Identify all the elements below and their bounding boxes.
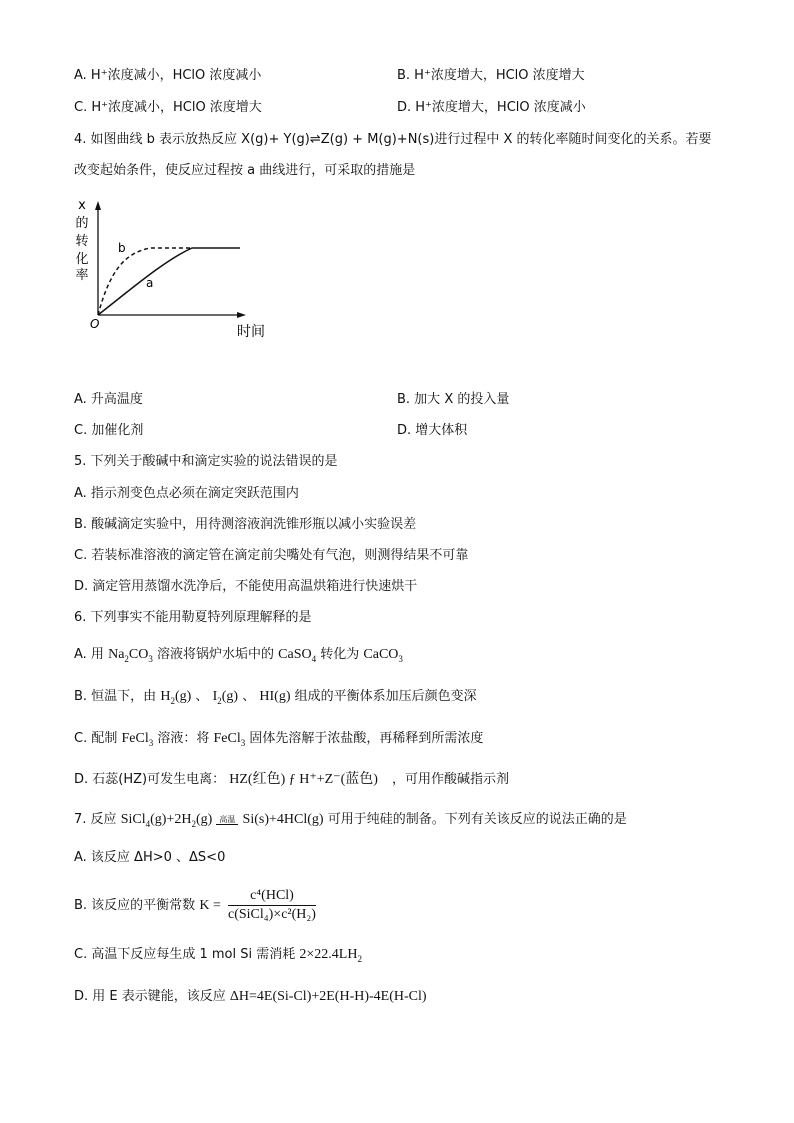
q3-option-d: D. H⁺浓度增大，HClO 浓度减小 [397,100,586,115]
q7-d-prefix: D. 用 E 表示键能，该反应 [74,989,226,1004]
q6-a-mid: 溶液将锅炉水垢中的 [157,647,275,662]
reaction-products: Si(s)+4HCl(g) [242,812,324,827]
q6-a-mid2: 转化为 [320,647,360,662]
q5-option-c: C. 若装标准溶液的滴定管在滴定前尖嘴处有气泡，则测得结果不可靠 [74,548,469,563]
q6-a-prefix: A. 用 [74,647,104,662]
fraction-numerator: c⁴(HCl) [228,888,316,906]
q4-option-c: C. 加催化剂 [74,423,144,438]
q7-option-a: A. 该反应 ΔH>0 、ΔS<0 [74,850,226,865]
curve-a-label: a [146,276,154,290]
q7-c-prefix: C. 高温下反应每生成 1 mol Si 需消耗 [74,947,296,962]
formula-fecl3: FeCl$_3$ [213,731,246,748]
formula-caso4: CaSO$_4$ [278,647,317,664]
q7-option-b [74,886,316,926]
y-label-char: 转 [75,234,89,249]
q5-option-d: D. 滴定管用蒸馏水洗净后，不能使用高温烘箱进行快速烘干 [74,579,418,594]
x-axis-label: 时间 [237,324,265,340]
x-axis-arrow [237,312,246,318]
q6-stem: 6. 下列事实不能用勒夏特列原理解释的是 [74,610,312,625]
q6-option-a [74,646,403,668]
q6-c-post: 固体先溶解于浓盐酸，再稀释到所需浓度 [249,731,484,746]
q5-option-a: A. 指示剂变色点必须在滴定突跃范围内 [74,486,299,501]
q7-stem-prefix: 7. 反应 [74,812,117,827]
y-axis-label [75,198,88,283]
y-label-char: 的 [75,216,89,231]
q4-option-b: B. 加大 X 的投入量 [397,392,510,407]
curve-b [98,248,192,315]
q6-c-prefix: C. 配制 [74,731,118,746]
q7-option-d [74,988,427,1006]
reaction-equation: $SiCl_4(g)+2H_2(g)$ [120,812,213,829]
formula-hig: HI(g) [259,689,291,704]
q3-option-a: A. H⁺浓度减小，HClO 浓度减小 [74,68,262,83]
equilibrium-fraction [228,888,316,923]
curve-b-label: b [118,241,126,255]
q6-option-d [74,771,509,789]
separator: 、 [195,689,209,704]
q6-b-prefix: B. 恒温下，由 [74,689,157,704]
ionization-equation: HZ(红色) ƒ H⁺+Z⁻(蓝色) [229,772,378,787]
q3-option-c: C. H⁺浓度减小，HClO 浓度增大 [74,100,262,115]
gas-volume: $2\times 22.4LH_2$ [299,947,362,964]
q6-d-post: ，可用作酸碱指示剂 [392,772,510,787]
formula-na2co3: $Na_2CO_3$ [108,647,153,664]
q7-stem [74,811,627,833]
bond-energy-equation: ΔH=4E(Si-Cl)+2E(H-H)-4E(H-Cl) [229,989,427,1004]
fraction-denominator: c(SiCl₄)×c²(H₂) [227,907,316,922]
reaction-condition: 高温 [216,815,238,825]
y-label-char: 率 [75,268,89,283]
equilibrium-constant: K = [199,898,221,913]
q4-stem-line2: 改变起始条件，使反应过程按 a 曲线进行，可采取的措施是 [74,163,416,178]
q5-option-b: B. 酸碱滴定实验中，用待测溶液润洗锥形瓶以减小实验误差 [74,517,417,532]
q6-b-post: 组成的平衡体系加压后颜色变深 [294,689,477,704]
q6-d-prefix: D. 石蕊(HZ)可发生电离： [74,772,226,787]
formula-h2g: $H_2(g)$ [160,689,192,706]
q7-option-c [74,946,362,968]
q7-stem-post: 可用于纯硅的制备。下列有关该反应的说法正确的是 [327,812,627,827]
q6-c-mid: 溶液：将 [157,731,210,746]
q7-b-prefix: B. 该反应的平衡常数 [74,898,196,913]
q6-option-c [74,730,483,752]
q6-option-b [74,688,477,710]
origin-label: O [90,317,100,331]
formula-fecl3: FeCl$_3$ [121,731,154,748]
q3-option-b: B. H⁺浓度增大，HClO 浓度增大 [397,68,585,83]
curve-a [98,248,240,315]
q4-option-d: D. 增大体积 [397,423,468,438]
y-label-char: x [78,198,86,213]
formula-caco3: CaCO$_3$ [363,647,403,664]
conversion-time-graph [70,195,280,345]
q5-stem: 5. 下列关于酸碱中和滴定实验的说法错误的是 [74,454,338,469]
y-label-char: 化 [75,252,89,267]
y-axis-arrow [95,201,101,210]
formula-i2g: $I_2(g)$ [212,689,239,706]
q4-option-a: A. 升高温度 [74,392,143,407]
separator: 、 [242,689,256,704]
q4-stem-line1: 4. 如图曲线 b 表示放热反应 X(g)+ Y(g)⇌Z(g) + M(g)+N(s)进行过程中 X 的转化率随时间变化的关系。若要 [74,132,712,147]
